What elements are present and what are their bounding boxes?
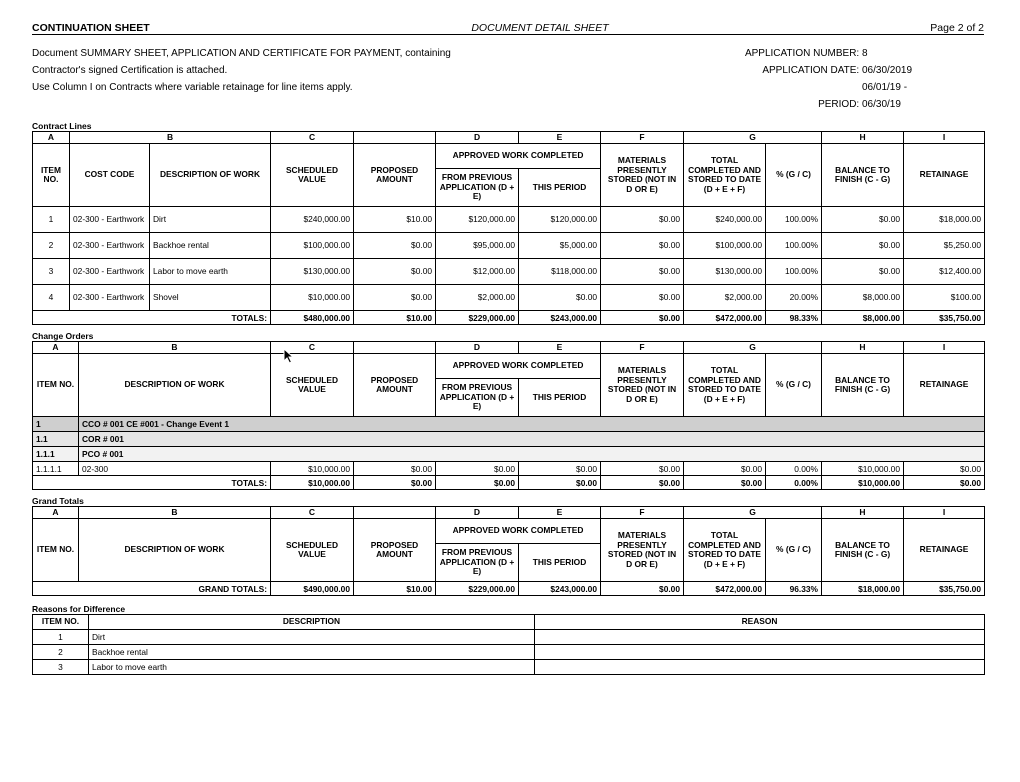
totals-row: TOTALS: $480,000.00 $10.00 $229,000.00 $243,000.00 $0.00 $472,000.00 98.33% $8,000.00 $35,750.00 bbox=[33, 311, 985, 325]
application-date: APPLICATION DATE: 06/30/2019 bbox=[762, 65, 913, 76]
contract-lines-table: A B C D E F G H I ITEM NO. COST CODE DESCRIPTION OF WORK SCHEDULED VALUE PROPOSED AMOUNT APPROVED WORK COMPLETED MATERIALS PRESENTLY STORED (NOT IN D OR E) TOTAL COMPLETED AND STORED TO DATE (D + E + F) % (G / C) BALANCE TO FINISH (C - G) RETAINAGE FROM PREVIOUS APPLICATION (D + E) THIS PERIOD 1 02-300 - Earthwork Dirt $240,000.00 $10.00 $120,000.00 $120,000.00 $0.00 $240,000.00 100.00% $0.00 $18,000.00 2 02-300 - Earthwork Backhoe rental $100,000.00 $0.00 $95,000.00 $5,000.00 $0.00 $100,000.00 100.00% $0.00 $5,250.00 3 02-300 - Earthwork Labor to move earth $130,000.00 $0.00 $12,000.00 $118,000.00 $0.00 $130,000.00 100.00% $0.00 $12,400.00 4 02-300 - Earthwork Shovel $10,000.00 $0.00 $2,000.00 $0.00 $0.00 $2,000.00 20.00% $8,000.00 $100.00 TOTALS: $480,000.00 $10.00 $229,000.00 $243,000.00 $0.00 $472,000.00 98.33% $8,000.00 $35,750.00 bbox=[32, 131, 985, 325]
column-header-row: ITEM NO. COST CODE DESCRIPTION OF WORK SCHEDULED VALUE PROPOSED AMOUNT APPROVED WORK COMPLETED MATERIALS PRESENTLY STORED (NOT IN D OR E) TOTAL COMPLETED AND STORED TO DATE (D + E + F) % (G / C) BALANCE TO FINISH (C - G) RETAINAGE bbox=[33, 144, 985, 169]
page-number: Page 2 of 2 bbox=[930, 22, 984, 34]
application-details bbox=[745, 45, 948, 113]
change-order-group-row: 1.1 COR # 001 bbox=[33, 432, 985, 447]
document-info bbox=[32, 45, 984, 113]
reasons-title: Reasons for Difference bbox=[32, 604, 126, 614]
table-row: 3 02-300 - Earthwork Labor to move earth $130,000.00 $0.00 $12,000.00 $118,000.00 $0.00 $130,000.00 100.00% $0.00 $12,400.00 bbox=[33, 259, 985, 285]
reasons-table bbox=[32, 614, 985, 675]
info-line: Document SUMMARY SHEET, APPLICATION AND CERTIFICATE FOR PAYMENT, containing bbox=[32, 48, 451, 59]
column-header-row: ITEM NO. DESCRIPTION OF WORK SCHEDULED VALUE PROPOSED AMOUNT APPROVED WORK COMPLETED MATERIALS PRESENTLY STORED (NOT IN D OR E) TOTAL COMPLETED AND STORED TO DATE (D + E + F) % (G / C) BALANCE TO FINISH (C - G) RETAINAGE bbox=[33, 354, 985, 379]
change-orders-table: A B C D E F G H I ITEM NO. DESCRIPTION OF WORK SCHEDULED VALUE PROPOSED AMOUNT APPROVED WORK COMPLETED MATERIALS PRESENTLY STORED (NOT IN D OR E) TOTAL COMPLETED AND STORED TO DATE (D + E + F) % (G / C) BALANCE TO FINISH (C - G) RETAINAGE FROM PREVIOUS APPLICATION (D + E) THIS PERIOD 1 CCO # 001 CE #001 - Change Event 1 1.1 COR # 001 1.1.1 PCO # 001 1.1.1.1 02-300 $10,000.00 $0.00 $0.00 $0.00 $0.00 $0.00 0.00% $10,000.00 $0.00 TOTALS: $10,000.00 $0.00 $0.00 $0.00 $0.00 $0.00 0.00% $10,000.00 $0.00 bbox=[32, 341, 985, 490]
change-order-group-row: 1.1.1 PCO # 001 bbox=[33, 447, 985, 462]
document-type: DOCUMENT DETAIL SHEET bbox=[471, 22, 609, 34]
change-orders-title: Change Orders bbox=[32, 331, 94, 341]
column-letter-row: A B C D E F G H I bbox=[33, 342, 985, 354]
column-letter-row: A B C D E F G H I bbox=[33, 507, 985, 519]
info-line: Contractor's signed Certification is attached. bbox=[32, 65, 228, 76]
totals-row: TOTALS: $10,000.00 $0.00 $0.00 $0.00 $0.00 $0.00 0.00% $10,000.00 $0.00 bbox=[33, 476, 985, 490]
change-order-group-row: 1 CCO # 001 CE #001 - Change Event 1 bbox=[33, 417, 985, 432]
table-row: 2 02-300 - Earthwork Backhoe rental $100,000.00 $0.00 $95,000.00 $5,000.00 $0.00 $100,000.00 100.00% $0.00 $5,250.00 bbox=[33, 233, 985, 259]
table-row: 1 Dirt bbox=[33, 630, 985, 645]
grand-totals-title: Grand Totals bbox=[32, 496, 84, 506]
sheet-title: CONTINUATION SHEET bbox=[32, 22, 150, 34]
info-line: Use Column I on Contracts where variable retainage for line items apply. bbox=[32, 82, 353, 93]
grand-totals-row: GRAND TOTALS: $490,000.00 $10.00 $229,000.00 $243,000.00 $0.00 $472,000.00 96.33% $18,000.00 $35,750.00 bbox=[33, 582, 985, 596]
contract-lines-title: Contract Lines bbox=[32, 121, 92, 131]
table-row: 3 Labor to move earth bbox=[33, 660, 985, 675]
continuation-sheet-page bbox=[32, 16, 984, 675]
column-letter-row: A B C D E F G H I bbox=[33, 132, 985, 144]
table-row: 1 02-300 - Earthwork Dirt $240,000.00 $10.00 $120,000.00 $120,000.00 $0.00 $240,000.00 100.00% $0.00 $18,000.00 bbox=[33, 207, 985, 233]
table-row: 1.1.1.1 02-300 $10,000.00 $0.00 $0.00 $0.00 $0.00 $0.00 0.00% $10,000.00 $0.00 bbox=[33, 462, 985, 476]
page-header bbox=[32, 16, 984, 35]
table-row: 2 Backhoe rental bbox=[33, 645, 985, 660]
grand-totals-table: A B C D E F G H I ITEM NO. DESCRIPTION OF WORK SCHEDULED VALUE PROPOSED AMOUNT APPROVED WORK COMPLETED MATERIALS PRESENTLY STORED (NOT IN D OR E) TOTAL COMPLETED AND STORED TO DATE (D + E + F) % (G / C) BALANCE TO FINISH (C - G) RETAINAGE FROM PREVIOUS APPLICATION (D + E) THIS PERIOD GRAND TOTALS: $490,000.00 $10.00 $229,000.00 $243,000.00 $0.00 $472,000.00 96.33% $18,000.00 $35,750.00 bbox=[32, 506, 985, 596]
table-row: 4 02-300 - Earthwork Shovel $10,000.00 $0.00 $2,000.00 $0.00 $0.00 $2,000.00 20.00% $8,000.00 $100.00 bbox=[33, 285, 985, 311]
period: PERIOD: 06/01/19 - 06/30/19 bbox=[818, 82, 908, 110]
column-header-row: ITEM NO. DESCRIPTION OF WORK SCHEDULED VALUE PROPOSED AMOUNT APPROVED WORK COMPLETED MATERIALS PRESENTLY STORED (NOT IN D OR E) TOTAL COMPLETED AND STORED TO DATE (D + E + F) % (G / C) BALANCE TO FINISH (C - G) RETAINAGE bbox=[33, 519, 985, 544]
info-notes bbox=[32, 45, 451, 113]
reasons-header-row: ITEM NO. DESCRIPTION REASON bbox=[33, 615, 985, 630]
application-number: APPLICATION NUMBER: 8 bbox=[744, 48, 868, 59]
mouse-cursor-icon bbox=[283, 348, 295, 364]
